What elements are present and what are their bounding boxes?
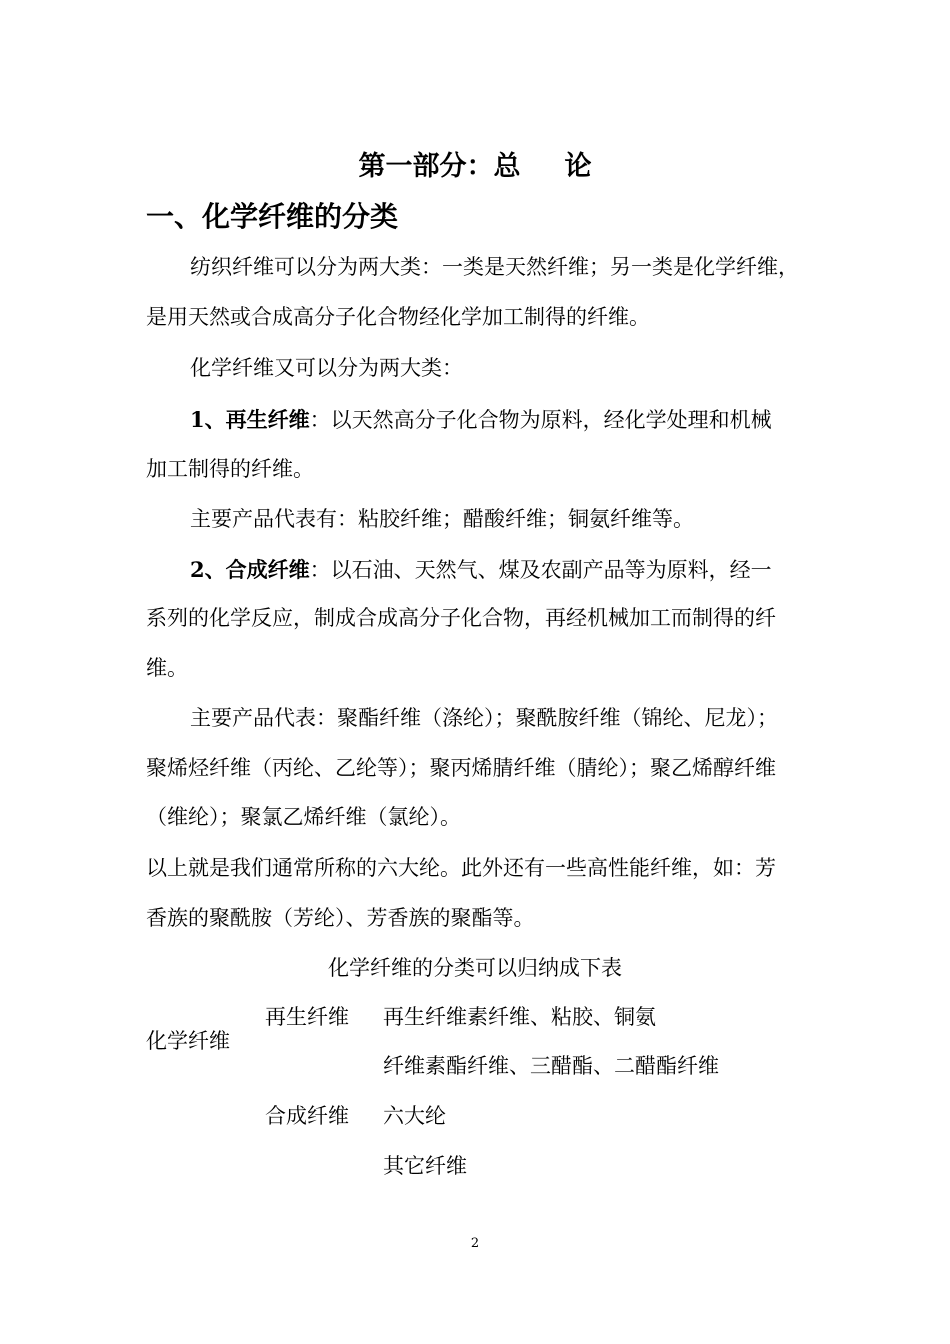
item-label-regenerated: 1、再生纤维 [190, 407, 310, 432]
section-heading: 一、化学纤维的分类 [146, 200, 399, 233]
table-caption: 化学纤维的分类可以归纳成下表 [328, 956, 622, 980]
item-label-synthetic: 2、合成纤维 [190, 557, 310, 582]
paragraph-line: 聚烯烃纤维（丙纶、乙纶等）；聚丙烯腈纤维（腈纶）；聚乙烯醇纤维 [146, 756, 776, 780]
table-category-synthetic: 合成纤维 [265, 1104, 349, 1128]
paragraph-line [190, 559, 772, 581]
paragraph-line: 加工制得的纤维。 [146, 457, 314, 481]
title-part1: 第一部分：总 [358, 151, 521, 182]
page-title [0, 153, 950, 180]
paragraph-line: 是用天然或合成高分子化合物经化学加工制得的纤维。 [146, 305, 650, 329]
table-item: 其它纤维 [383, 1154, 467, 1178]
paragraph-line: 维。 [146, 656, 188, 680]
table-root-label: 化学纤维 [146, 1029, 230, 1053]
paragraph-line: 主要产品代表：聚酯纤维（涤纶）；聚酰胺纤维（锦纶、尼龙）； [190, 706, 778, 730]
paragraph-line [190, 409, 772, 431]
title-part2: 论 [564, 151, 592, 182]
paragraph-line: 系列的化学反应，制成合成高分子化合物，再经机械加工而制得的纤 [146, 606, 776, 630]
paragraph-line: 化学纤维又可以分为两大类： [190, 356, 463, 380]
paragraph-line: 纺织纤维可以分为两大类：一类是天然纤维；另一类是化学纤维， [190, 255, 799, 279]
page-number: 2 [470, 1236, 480, 1251]
paragraph-line: （维纶）；聚氯乙烯纤维（氯纶）。 [146, 805, 461, 829]
item-text: ：以石油、天然气、煤及农副产品等为原料，经一 [309, 558, 772, 582]
paragraph-line: 香族的聚酰胺（芳纶）、芳香族的聚酯等。 [146, 906, 535, 930]
paragraph-line: 主要产品代表有：粘胶纤维；醋酸纤维；铜氨纤维等。 [190, 507, 694, 531]
table-item: 纤维素酯纤维、三醋酯、二醋酯纤维 [383, 1054, 719, 1078]
table-item: 六大纶 [383, 1104, 446, 1128]
table-item: 再生纤维素纤维、粘胶、铜氨 [383, 1005, 656, 1029]
table-category-regenerated: 再生纤维 [265, 1005, 349, 1029]
paragraph-line: 以上就是我们通常所称的六大纶。此外还有一些高性能纤维，如：芳 [146, 856, 776, 880]
item-text: ：以天然高分子化合物为原料，经化学处理和机械 [309, 408, 772, 432]
